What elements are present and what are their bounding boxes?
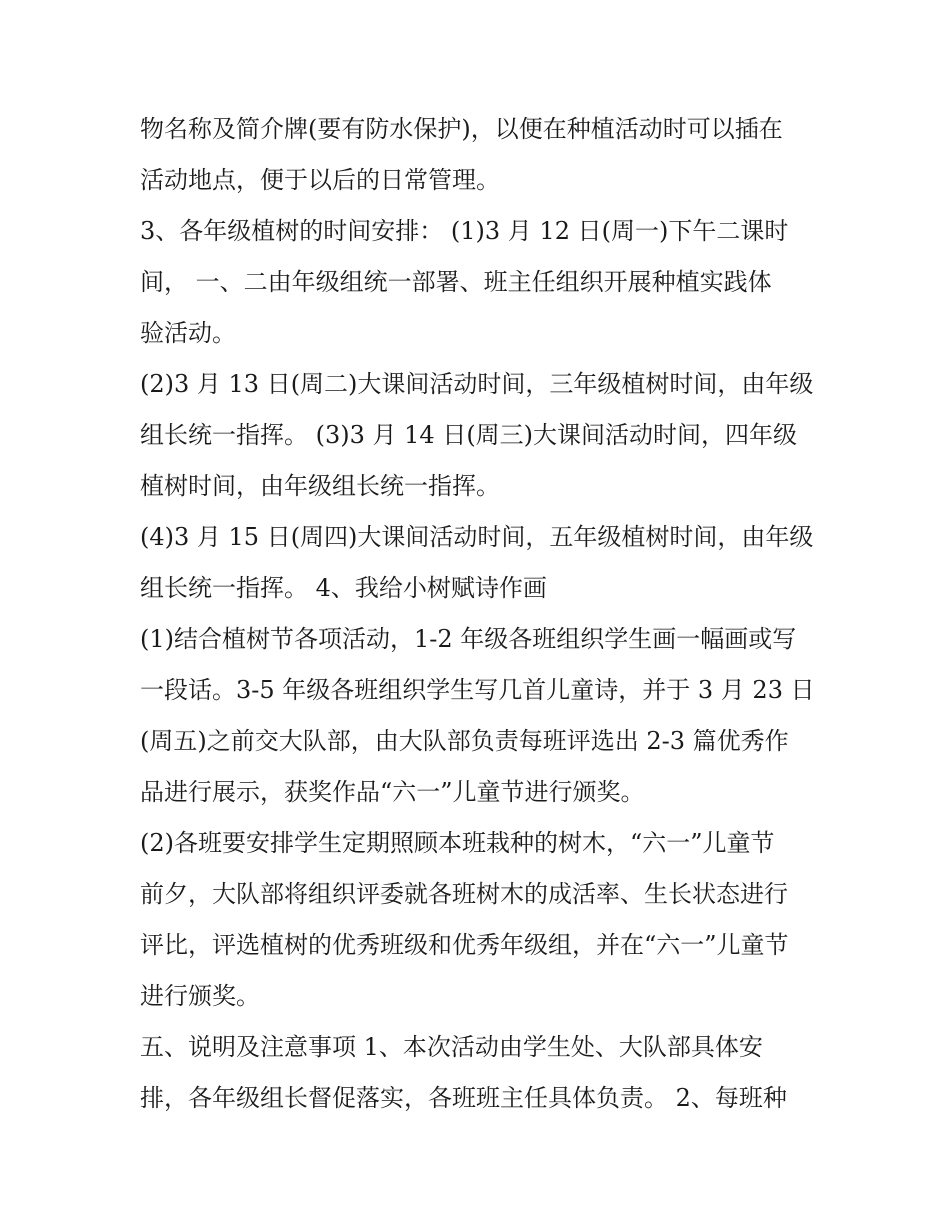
text-line: 验活动。: [140, 319, 236, 347]
text-line: 五、说明及注意事项 1、本次活动由学生处、大队部具体安: [140, 1033, 763, 1061]
text-line: 植树时间，由年级组长统一指挥。: [140, 472, 500, 500]
text-line: 品进行展示，获奖作品“六一”儿童节进行颁奖。: [140, 778, 645, 806]
text-line: 前夕，大队部将组织评委就各班树木的成活率、生长状态进行: [140, 880, 788, 908]
text-line: 进行颁奖。: [140, 982, 260, 1010]
text-line: (周五)之前交大队部，由大队部负责每班评选出 2-3 篇优秀作: [140, 727, 789, 755]
text-line: 排，各年级组长督促落实，各班班主任具体负责。 2、每班种: [140, 1084, 787, 1112]
text-line: (2)各班要安排学生定期照顾本班栽种的树木，“六一”儿童节: [140, 829, 775, 857]
text-line: (4)3 月 15 日(周四)大课间活动时间，五年级植树时间，由年级: [140, 523, 814, 551]
text-line: 物名称及简介牌(要有防水保护)，以便在种植活动时可以插在: [140, 115, 783, 143]
text-line: 3、各年级植树的时间安排： (1)3 月 12 日(周一)下午二课时: [140, 217, 789, 245]
document-body: [140, 104, 820, 1124]
text-line: (2)3 月 13 日(周二)大课间活动时间，三年级植树时间，由年级: [140, 370, 814, 398]
text-line: 一段话。3-5 年级各班组织学生写几首儿童诗，并于 3 月 23 日: [140, 676, 815, 704]
text-line: (1)结合植树节各项活动，1-2 年级各班组织学生画一幅画或写: [140, 625, 797, 653]
text-line: 组长统一指挥。 (3)3 月 14 日(周三)大课间活动时间，四年级: [140, 421, 798, 449]
text-line: 活动地点，便于以后的日常管理。: [140, 166, 500, 194]
text-line: 间， 一、二由年级组统一部署、班主任组织开展种植实践体: [140, 268, 772, 296]
text-line: 评比，评选植树的优秀班级和优秀年级组，并在“六一”儿童节: [140, 931, 789, 959]
text-line: 组长统一指挥。 4、我给小树赋诗作画: [140, 574, 547, 602]
